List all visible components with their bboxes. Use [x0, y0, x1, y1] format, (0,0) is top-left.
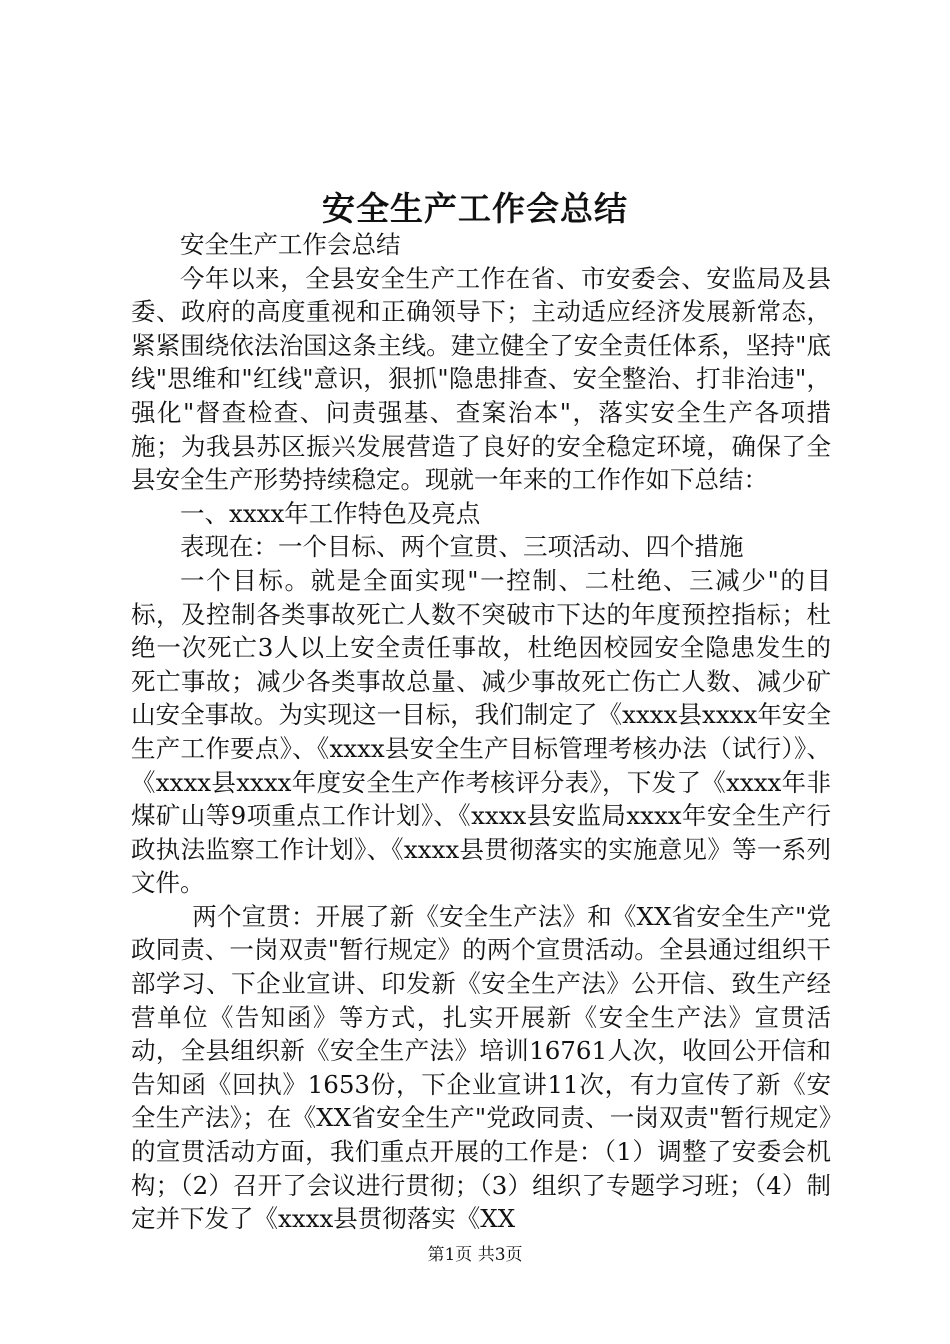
document-body — [131, 228, 831, 1236]
page-footer: 第1页 共3页 — [427, 1245, 523, 1265]
paragraph-two-campaigns: 两个宣贯：开展了新《安全生产法》和《XX省安全生产"党政同责、一岗双责"暂行规定》的两个宣贯活动。全县通过组织干部学习、下企业宣讲、印发新《安全生产法》公开信、致生产经营单位《告知函》等方式，扎实开展新《安全生产法》宣贯活动，全县组织新《安全生产法》培训16761人次，收回公开信和告知函《回执》1653份，下企业宣讲11次，有力宣传了新《安全生产法》；在《XX省安全生产"党政同责、一岗双责"暂行规定》的宣贯活动方面，我们重点开展的工作是：（1）调整了安委会机构；（2）召开了会议进行贯彻；（3）组织了专题学习班；（4）制定并下发了《xxxx县贯彻落实《XX — [131, 901, 831, 1234]
document-title: 安全生产工作会总结 — [322, 189, 628, 228]
paragraph-subtitle: 安全生产工作会总结 — [180, 230, 401, 259]
section-heading: 一、xxxx年工作特色及亮点 — [180, 498, 481, 528]
paragraph-one-goal: 一个目标。就是全面实现"一控制、二杜绝、三减少"的目标，及控制各类事故死亡人数不突破市下达的年度预控指标；杜绝一次死亡3人以上安全责任事故，杜绝因校园安全隐患发生的死亡事故；减少各类事故总量、减少事故死亡伤亡人数、减少矿山安全事故。为实现这一目标，我们制定了《xxxx县xxxx年安全生产工作要点》、《xxxx县安全生产目标管理考核办法（试行）》、《xxxx县xxxx年度安全生产作考核评分表》，下发了《xxxx年非煤矿山等9项重点工作计划》、《xxxx县安监局xxxx年安全生产行政执法监察工作计划》、《xxxx县贯彻落实的实施意见》等一系列文件。 — [131, 565, 831, 898]
paragraph-summary-line: 表现在：一个目标、两个宣贯、三项活动、四个措施 — [180, 532, 744, 562]
paragraph-intro: 今年以来，全县安全生产工作在省、市安委会、安监局及县委、政府的高度重视和正确领导下；主动适应经济发展新常态，紧紧围绕依法治国这条主线。建立健全了安全责任体系，坚持"底线"思维和"红线"意识，狠抓"隐患排查、安全整治、打非治违"，强化"督查检查、问责强基、查案治本"，落实安全生产各项措施；为我县苏区振兴发展营造了良好的安全稳定环境，确保了全县安全生产形势持续稳定。现就一年来的工作作如下总结： — [131, 263, 831, 495]
